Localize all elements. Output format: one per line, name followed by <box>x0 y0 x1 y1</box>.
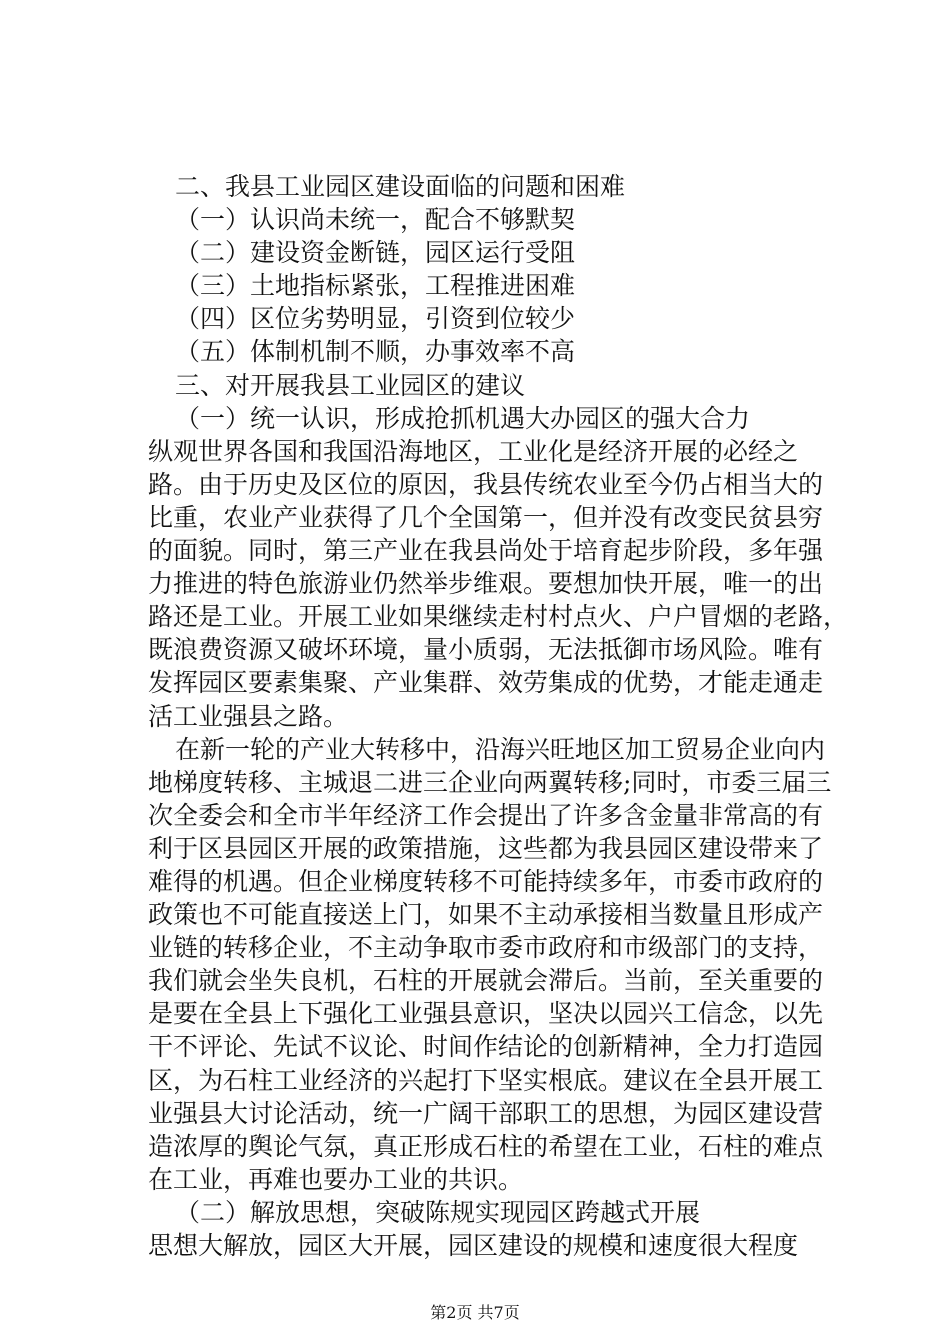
subheading-3-1: （一）统一认识，形成抢抓机遇大办园区的强大合力 <box>175 403 751 433</box>
subheading-3-2: （二）解放思想，突破陈规实现园区跨越式开展 <box>175 1197 701 1227</box>
paragraph-line: 思想大解放，园区大开展，园区建设的规模和速度很大程度 <box>148 1231 799 1260</box>
paragraph-line: 造浓厚的舆论气氛，真正形成石柱的希望在工业，石柱的难点 <box>148 1131 824 1161</box>
paragraph-line: 次全委会和全市半年经济工作会提出了许多含金量非常高的有 <box>148 800 824 830</box>
section-heading-3: 三、对开展我县工业园区的建议 <box>175 370 526 400</box>
paragraph-line: 的面貌。同时，第三产业在我县尚处于培育起步阶段，多年强 <box>148 536 824 566</box>
document-body <box>148 170 849 1262</box>
paragraph-line: 既浪费资源又破坏环境，量小质弱，无法抵御市场风险。唯有 <box>148 635 824 665</box>
subheading-2-2: （二）建设资金断链，园区运行受阻 <box>175 238 576 268</box>
paragraph-line: 路还是工业。开展工业如果继续走村村点火、户户冒烟的老路， <box>148 602 849 632</box>
paragraph-line: 利于区县园区开展的政策措施，这些都为我县园区建设带来了 <box>148 833 824 863</box>
paragraph-line: 路。由于历史及区位的原因，我县传统农业至今仍占相当大的 <box>148 469 824 499</box>
paragraph-line: 业强县大讨论活动，统一广阔干部职工的思想，为园区建设营 <box>148 1098 824 1128</box>
subheading-2-3: （三）土地指标紧张，工程推进困难 <box>175 271 576 301</box>
paragraph-line: 活工业强县之路。 <box>148 701 349 731</box>
paragraph-line: 政策也不可能直接送上门，如果不主动承接相当数量且形成产 <box>148 900 824 930</box>
page-number-footer: 第2页 共7页 <box>430 1303 520 1322</box>
paragraph-line: 在工业，再难也要办工业的共识。 <box>148 1164 524 1194</box>
paragraph-line: 是要在全县上下强化工业强县意识，坚决以园兴工信念，以先 <box>148 999 824 1029</box>
paragraph-2 <box>148 733 840 1196</box>
paragraph-line: 纵观世界各国和我国沿海地区，工业化是经济开展的必经之 <box>148 436 799 466</box>
paragraph-line: 地梯度转移、主城退二进三企业向两翼转移;同时，市委三届三 <box>148 767 832 797</box>
paragraph-line: 我们就会坐失良机，石柱的开展就会滞后。当前，至关重要的 <box>148 966 824 996</box>
subheading-2-1: （一）认识尚未统一，配合不够默契 <box>175 205 576 235</box>
paragraph-line: 发挥园区要素集聚、产业集群、效劳集成的优势，才能走通走 <box>148 668 824 698</box>
paragraph-1 <box>148 435 849 733</box>
section-heading-2: 二、我县工业园区建设面临的问题和困难 <box>175 172 626 201</box>
subheading-2-5: （五）体制机制不顺，办事效率不高 <box>175 337 576 367</box>
paragraph-line: 难得的机遇。但企业梯度转移不可能持续多年，市委市政府的 <box>148 866 824 896</box>
paragraph-3 <box>148 1229 840 1262</box>
paragraph-line: 力推进的特色旅游业仍然举步维艰。要想加快开展，唯一的出 <box>148 569 824 599</box>
paragraph-line: 区，为石柱工业经济的兴起打下坚实根底。建议在全县开展工 <box>148 1065 824 1095</box>
paragraph-line: 干不评论、先试不议论、时间作结论的创新精神，全力打造园 <box>148 1032 824 1062</box>
paragraph-line: 比重，农业产业获得了几个全国第一，但并没有改变民贫县穷 <box>148 502 824 532</box>
subheading-2-4: （四）区位劣势明显，引资到位较少 <box>175 304 576 334</box>
paragraph-line: 在新一轮的产业大转移中，沿海兴旺地区加工贸易企业向内 <box>175 734 826 764</box>
paragraph-line: 业链的转移企业，不主动争取市委市政府和市级部门的支持， <box>148 933 824 963</box>
